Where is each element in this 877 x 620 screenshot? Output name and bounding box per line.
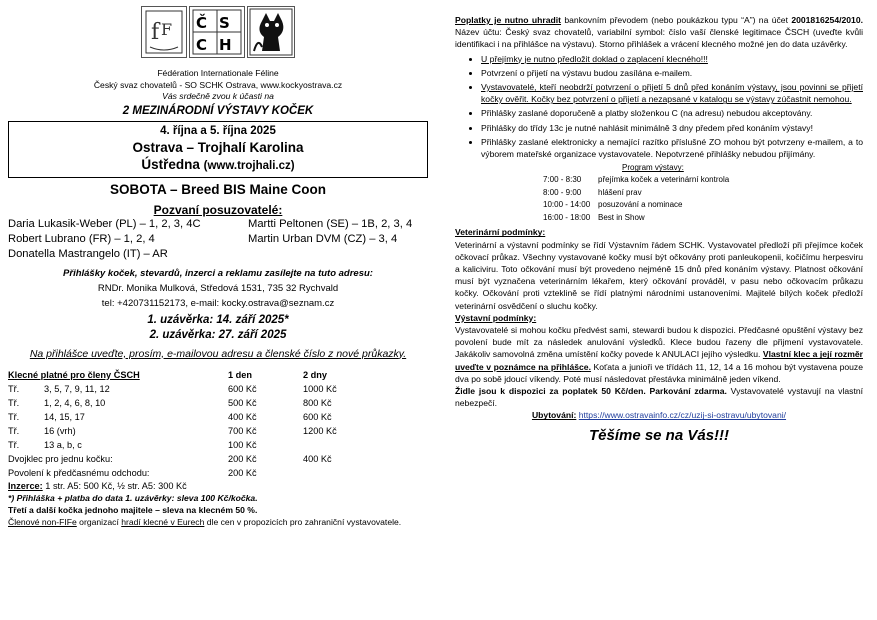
fees-table — [8, 368, 337, 480]
rules-list — [455, 53, 863, 161]
lodging-link[interactable]: https://www.ostravainfo.cz/cz/uzij-si-ostravu/ubytovani/ — [578, 410, 787, 421]
program-table: 7:00 - 8:30 přejímka koček a veterinární kontrola 8:00 - 9:00 hlášení prav 10:00 - 14:00 posuzování a nominace 16:00 - 18:00 Best in Show — [543, 175, 730, 222]
judge-item: Daria Lukasik-Weber (PL) – 1, 2, 3, 4C — [8, 217, 201, 230]
svg-text:Č: Č — [196, 14, 208, 32]
contact-phone: tel: +420731152173, e-mail: kocky.ostrava@seznam.cz — [101, 297, 335, 309]
saturday-title: SOBOTA – Breed BIS Maine Coon — [109, 181, 327, 197]
table-row: Tř. 1, 2, 4, 6, 8, 10 500 Kč 800 Kč — [8, 397, 332, 408]
union-line: Český svaz chovatelů - SO SCHK Ostrava, www.kockyostrava.cz — [93, 79, 343, 90]
svg-text:H: H — [219, 36, 232, 54]
judge-item: Martti Peltonen (SE) – 1B, 2, 3, 4 — [248, 217, 413, 230]
org-name: Fédération Internationale Féline — [157, 68, 279, 78]
fees-header — [8, 368, 337, 382]
list-item: • Přihlášky do třídy 13c je nutné nahlásit minimálně 3 dny předem před konáním výstavy! — [481, 122, 863, 134]
show-title: 2 MEZINÁRODNÍ VÝSTAVY KOČEK — [122, 104, 314, 117]
list-item: • Přihlášky zaslané elektronicky a nemající razítko příslušné ZO mohou být potvrzeny e-mailem, a to výborem mateřské organizace vystavovatele. Nepotvrzené přihlášky nebudou přijímány. — [481, 136, 863, 160]
svg-text:f: f — [151, 20, 160, 45]
vet-text: Veterinární a výstavní podmínky se řídí Výstavním řádem SCHK. Vystavovatel předloží při přejímce koček očkovací průkaz. Všechny vystavované kočky musí být očkovány proti panleukopenii, kočičímu herpesviru a kaliciviru. Toto očkování musí být provedeno nejméně 15 dnů před konáním výstavy. Platnost očkování musí být vyznačena veterinárním lékařem, který očkování prováděl, v pasu nebo očkovacím průkazu kočky. Očkování proti vzteklině se řídí platnými národními ustanoveními. Majitelé bílých koček předloží veterinární osvědčení o sluchu kočky. — [455, 239, 863, 311]
invite-line: Vás srdečně zvou k účasti na — [162, 91, 274, 101]
left-column — [8, 4, 428, 528]
nonfife-note: Členové non-FIFe organizací hradí klecné v Eurech dle cen v propozicích pro zahraniční vystavovatele. — [8, 516, 402, 527]
logo-row — [8, 6, 428, 58]
event-dates: 4. října a 5. října 2025 — [160, 124, 276, 137]
lodging-line: Ubytování: https://www.ostravainfo.cz/cz/uzij-si-ostravu/ubytovani/ — [531, 410, 787, 421]
table-row: Povolení k předčasnému odchodu: 200 Kč — [8, 467, 257, 478]
fees-header-1day: 1 den — [228, 369, 252, 380]
form-note: Na přihlášce uveďte, prosím, e-mailovou adresu a členské číslo z nové průkazky. — [29, 347, 407, 360]
right-column — [455, 14, 863, 442]
schk-cat-logo — [247, 6, 295, 58]
fees-header-title: Klecné platné pro členy ČSCH — [8, 369, 140, 380]
event-venue: Ostrava – Trojhalí Karolina — [132, 139, 304, 155]
place-label: Ústředna — [141, 156, 200, 172]
vet-title: Veterinární podmínky: — [455, 227, 546, 238]
table-row: Tř. 16 (vrh) 700 Kč 1200 Kč — [8, 425, 337, 436]
table-row: Tř. 3, 5, 7, 9, 11, 12 600 Kč 1000 Kč — [8, 383, 337, 394]
event-box — [8, 121, 428, 178]
judge-item: Donatella Mastrangelo (IT) – AR — [8, 247, 168, 260]
list-item: • Přihlášky zaslané doporučeně a platby složenkou C (na adresu) nebudou akceptovány. — [481, 107, 863, 119]
contact-address: RNDr. Monika Mulková, Středová 1531, 735 32 Rychvald — [97, 282, 339, 294]
contact-intro: Přihlášky koček, stevardů, inzerci a reklamu zasílejte na tuto adresu: — [63, 267, 373, 279]
closing-text: Těšíme se na Vás!!! — [588, 426, 730, 444]
judges-list — [8, 217, 428, 262]
third-cat-note: Třetí a další kočka jednoho majitele – sleva na klecném 50 %. — [8, 504, 258, 515]
payment-paragraph: Poplatky je nutno uhradit bankovním převodem (nebo poukázkou typu “A”) na účet 2001816254/2010. Název účtu: Český svaz chovatelů, variabilní symbol: číslo vaší členské legitimace ČSCH (uveďte kvůli identifikaci i na přihlášce na výstavu). Storno přihlášek a vrácení klecného možné jen do data uzávěrky. — [455, 15, 863, 50]
inzerce-line: Inzerce: 1 str. A5: 500 Kč, ½ str. A5: 300 Kč — [8, 480, 187, 491]
judge-item: Martin Urban DVM (CZ) – 3, 4 — [248, 232, 398, 245]
fees-header-2days: 2 dny — [303, 369, 327, 380]
deadline-1: 1. uzávěrka: 14. září 2025* — [147, 313, 289, 326]
judge-item: Robert Lubrano (FR) – 1, 2, 4 — [8, 232, 155, 245]
table-row: Tř. 13 a, b, c 100 Kč — [8, 439, 257, 450]
place-url: (www.trojhali.cz) — [203, 159, 295, 172]
list-item: • Vystavovatelé, kteří neobdrží potvrzení o přijetí 5 dnů před konáním výstavy, jsou povinni se přijetí kočky ověřit. Kočky bez potvrzení o přijetí a nezapsané v katalogu se výstavy zúčastnit nemohou. — [481, 81, 863, 105]
deadline-2: 2. uzávěrka: 27. září 2025 — [149, 328, 287, 341]
svg-text:S: S — [219, 14, 230, 32]
event-place — [9, 156, 427, 175]
table-row: Tř. 14, 15, 17 400 Kč 600 Kč — [8, 411, 332, 422]
judge-item — [248, 247, 428, 262]
svg-text:F: F — [161, 20, 173, 39]
program-title: Program výstavy: — [622, 163, 684, 173]
star-note: *) Přihláška + platba do data 1. uzávěrky: sleva 100 Kč/kočka. — [8, 492, 258, 503]
show-conditions-title: Výstavní podmínky: — [455, 312, 537, 323]
csch-logo — [189, 6, 245, 58]
svg-text:C: C — [196, 36, 208, 54]
chairs-text: Židle jsou k dispozici za poplatek 50 Kč/den. Parkování zdarma. Vystavovatelé vystavují na vlastní nebezpečí. — [455, 386, 864, 409]
fife-logo — [141, 6, 187, 58]
list-item: • Potvrzení o přijetí na výstavu budou zasílána e-mailem. — [481, 67, 863, 79]
list-item: • U přejímky je nutno předložit doklad o zaplacení klecného!!! — [481, 53, 863, 65]
table-row: Dvojklec pro jednu kočku: 200 Kč 400 Kč — [8, 453, 332, 464]
show-conditions-text: Vystavovatelé si mohou kočku předvést sami, stewardi budou k dispozici. Předčasné opuštění výstavy bez povolení bude mít za následek anulování výsledků. Klece budou řazeny dle přijmení vystavovatele. Jakákoliv samovolná změna umístění kočky povede k ANULACI jejího výsledku. Vlastní klec a její rozměr uveďte v poznámce na přihlášce. Koťata a junioři ve třídách 11, 12, 14 a 16 mohou být vystavena pouze dva po sobě jdoucí víkendy. Poté musí následovat přestávka minimálně jeden víkend. — [455, 325, 863, 384]
judges-title: Pozvaní posuzovatelé: — [153, 202, 283, 217]
